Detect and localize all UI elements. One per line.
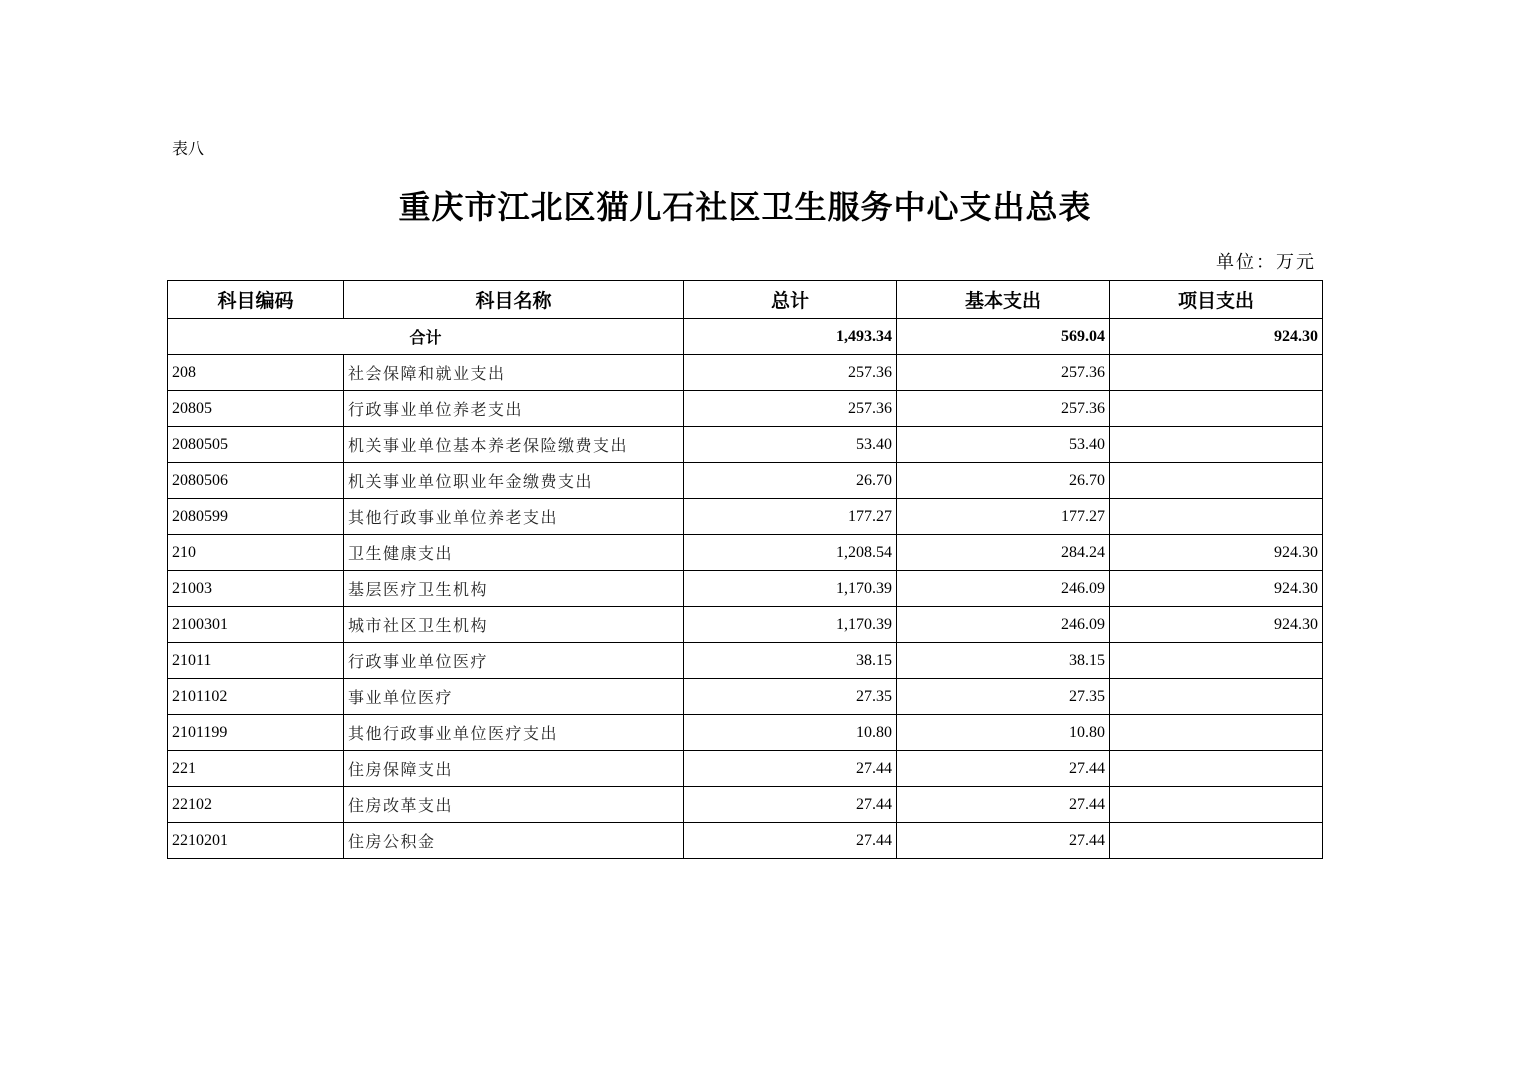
row-name: 其他行政事业单位医疗支出	[344, 715, 684, 751]
row-name: 行政事业单位养老支出	[344, 391, 684, 427]
header-total: 总计	[684, 281, 897, 319]
row-project	[1110, 355, 1323, 391]
row-basic: 27.44	[897, 787, 1110, 823]
row-basic: 257.36	[897, 355, 1110, 391]
row-name: 事业单位医疗	[344, 679, 684, 715]
row-code: 221	[168, 751, 344, 787]
row-project	[1110, 751, 1323, 787]
row-project	[1110, 463, 1323, 499]
row-basic: 53.40	[897, 427, 1110, 463]
row-project	[1110, 823, 1323, 859]
row-total: 257.36	[684, 355, 897, 391]
table-row	[168, 355, 1323, 391]
row-basic: 246.09	[897, 607, 1110, 643]
row-code: 2080599	[168, 499, 344, 535]
table-row	[168, 535, 1323, 571]
row-name: 卫生健康支出	[344, 535, 684, 571]
row-code: 208	[168, 355, 344, 391]
table-row	[168, 679, 1323, 715]
row-basic: 26.70	[897, 463, 1110, 499]
row-code: 2101199	[168, 715, 344, 751]
total-project: 924.30	[1110, 319, 1323, 355]
row-project: 924.30	[1110, 535, 1323, 571]
row-basic: 38.15	[897, 643, 1110, 679]
row-name: 城市社区卫生机构	[344, 607, 684, 643]
row-name: 社会保障和就业支出	[344, 355, 684, 391]
row-project	[1110, 391, 1323, 427]
table-number-label: 表八	[172, 139, 205, 158]
row-name: 住房公积金	[344, 823, 684, 859]
row-basic: 10.80	[897, 715, 1110, 751]
row-name: 机关事业单位基本养老保险缴费支出	[344, 427, 684, 463]
table-row	[168, 643, 1323, 679]
row-project: 924.30	[1110, 607, 1323, 643]
page-title: 重庆市江北区猫儿石社区卫生服务中心支出总表	[398, 188, 1092, 226]
row-code: 210	[168, 535, 344, 571]
row-total: 1,170.39	[684, 607, 897, 643]
header-project: 项目支出	[1110, 281, 1323, 319]
row-total: 27.44	[684, 751, 897, 787]
expenditure-table	[167, 280, 1323, 859]
row-total: 257.36	[684, 391, 897, 427]
row-total: 38.15	[684, 643, 897, 679]
table-row	[168, 607, 1323, 643]
row-project	[1110, 679, 1323, 715]
row-code: 21003	[168, 571, 344, 607]
row-basic: 177.27	[897, 499, 1110, 535]
row-total: 27.44	[684, 787, 897, 823]
header-name: 科目名称	[344, 281, 684, 319]
total-label: 合计	[168, 319, 684, 355]
row-total: 10.80	[684, 715, 897, 751]
row-name: 行政事业单位医疗	[344, 643, 684, 679]
row-basic: 246.09	[897, 571, 1110, 607]
table-row	[168, 751, 1323, 787]
table-row	[168, 499, 1323, 535]
table-row	[168, 427, 1323, 463]
row-basic: 27.44	[897, 823, 1110, 859]
table-row	[168, 571, 1323, 607]
total-row	[168, 319, 1323, 355]
row-basic: 257.36	[897, 391, 1110, 427]
row-basic: 27.35	[897, 679, 1110, 715]
row-code: 21011	[168, 643, 344, 679]
unit-label: 单位：万元	[1216, 252, 1316, 273]
table-row	[168, 463, 1323, 499]
row-project	[1110, 715, 1323, 751]
header-row	[168, 281, 1323, 319]
row-project	[1110, 499, 1323, 535]
row-total: 26.70	[684, 463, 897, 499]
header-basic: 基本支出	[897, 281, 1110, 319]
row-total: 27.35	[684, 679, 897, 715]
row-project	[1110, 643, 1323, 679]
row-name: 机关事业单位职业年金缴费支出	[344, 463, 684, 499]
table-row	[168, 391, 1323, 427]
row-basic: 27.44	[897, 751, 1110, 787]
table-row	[168, 715, 1323, 751]
row-project: 924.30	[1110, 571, 1323, 607]
row-name: 基层医疗卫生机构	[344, 571, 684, 607]
row-project	[1110, 427, 1323, 463]
row-total: 53.40	[684, 427, 897, 463]
row-code: 2080505	[168, 427, 344, 463]
row-total: 1,170.39	[684, 571, 897, 607]
table-row	[168, 787, 1323, 823]
row-code: 2101102	[168, 679, 344, 715]
table-row	[168, 823, 1323, 859]
total-sum: 1,493.34	[684, 319, 897, 355]
row-total: 1,208.54	[684, 535, 897, 571]
row-code: 22102	[168, 787, 344, 823]
row-basic: 284.24	[897, 535, 1110, 571]
row-total: 177.27	[684, 499, 897, 535]
row-name: 住房保障支出	[344, 751, 684, 787]
row-code: 20805	[168, 391, 344, 427]
row-name: 住房改革支出	[344, 787, 684, 823]
row-name: 其他行政事业单位养老支出	[344, 499, 684, 535]
header-code: 科目编码	[168, 281, 344, 319]
row-code: 2210201	[168, 823, 344, 859]
row-code: 2080506	[168, 463, 344, 499]
row-project	[1110, 787, 1323, 823]
row-code: 2100301	[168, 607, 344, 643]
total-basic: 569.04	[897, 319, 1110, 355]
row-total: 27.44	[684, 823, 897, 859]
